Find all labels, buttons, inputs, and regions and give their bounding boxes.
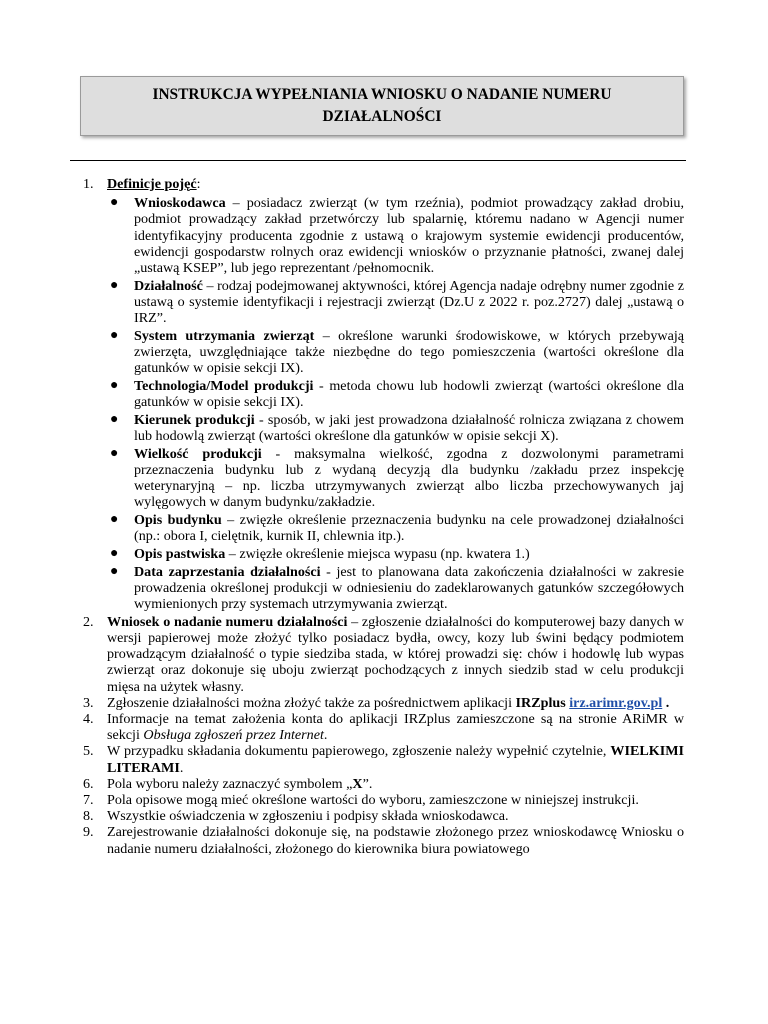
item-text: Pola wyboru należy zaznaczyć symbolem „ (107, 775, 353, 792)
item-number: 5. (83, 743, 94, 760)
definition-item (107, 564, 684, 613)
definition-text: – określone warunki środowiskowe, w których przebywają zwierzęta, uwzględniające także niezbędne do tego pomieszczenia (wartości określone dla gatunków w opisie sekcji IX). (134, 327, 684, 377)
title-box (80, 76, 684, 136)
symbol-text: X (352, 775, 363, 792)
definition-item (107, 512, 684, 544)
item-number: 1. (83, 176, 94, 192)
item-number: 9. (83, 824, 94, 841)
section-name: Obsługa zgłoszeń przez Internet (143, 727, 324, 744)
list-item-3 (78, 695, 684, 711)
definition-term: Działalność (134, 277, 203, 294)
item-end: . (179, 759, 184, 776)
definition-term: Kierunek produkcji (134, 411, 255, 428)
list-item-6 (78, 776, 684, 792)
definitions-list (107, 195, 684, 612)
horizontal-rule (70, 160, 686, 161)
instruction-content (78, 176, 684, 857)
list-item-5 (78, 743, 684, 775)
definition-term: System utrzymania zwierząt (134, 327, 315, 344)
item-end: . (323, 727, 328, 744)
list-item-8 (78, 808, 684, 824)
definition-item (107, 278, 684, 327)
bullet-icon: ● (110, 512, 119, 528)
bullet-icon: ● (110, 195, 119, 211)
item-text: Zgłoszenie działalności można złożyć także za pośrednictwem aplikacji (107, 694, 516, 711)
item-number: 2. (83, 613, 94, 630)
bullet-icon: ● (110, 445, 119, 461)
definition-term: Technologia/Model produkcji (134, 377, 314, 394)
item-number: 3. (83, 694, 94, 711)
definitions-heading (107, 176, 684, 192)
list-item-1 (78, 176, 684, 612)
app-name: IRZplus (515, 694, 566, 711)
item-end: . (662, 694, 670, 711)
definition-text: - jest to planowana data zakończenia działalności w zakresie prowadzenia określonej produkcji w odniesieniu do zadeklarowanych gatunków szczegółowych wymienionych przy systemach utrzymywania zwierząt. (134, 563, 685, 613)
emphasis-text: WIELKIMI LITERAMI (107, 743, 684, 776)
irz-link[interactable]: irz.arimr.gov.pl (569, 694, 663, 711)
item-end: ”. (362, 775, 373, 792)
item-number: 6. (83, 775, 94, 792)
definition-text: – zwięzłe określenie przeznaczenia budynku na cele prowadzonej działalności (np.: obora I, cielętnik, kurnik II, chlewnia itp.). (134, 512, 684, 545)
definition-item (107, 195, 684, 276)
definition-term: Data zaprzestania działalności (134, 563, 321, 580)
definition-text: - sposób, w jaki jest prowadzona działalność rolnicza związana z chowem lub hodowlą zwierząt (wartości określone dla gatunków w opisie sekcji X). (134, 411, 684, 445)
definition-text: – posiadacz zwierząt (w tym rzeźnia), podmiot prowadzący zakład drobiu, podmiot prowadzący zakład przetwórczy lub spalarnię, któremu nadano w Agencji numer identyfikacyjny producenta zgodnie z ustawą o krajowym systemie ewidencji producentów, ewidencji gospodarstw rolnych oraz ewidencji wniosków o przyznanie płatności, zwanej dalej „ustawą KSEP”, lub jego reprezentant /pełnomocnik. (134, 195, 684, 277)
definitions-heading-colon: : (196, 176, 201, 192)
list-item-7 (78, 792, 684, 808)
page-title: INSTRUKCJA WYPEŁNIANIA WNIOSKU O NADANIE NUMERU DZIAŁALNOŚCI (152, 86, 612, 125)
definition-item (107, 328, 684, 377)
list-item-4 (78, 711, 684, 743)
definition-text: - metoda chowu lub hodowli zwierząt (wartości określone dla gatunków w opisie sekcji IX). (134, 377, 684, 411)
item-number: 8. (83, 808, 94, 825)
item-term: Wniosek o nadanie numeru działalności (107, 613, 348, 630)
definition-item (107, 546, 684, 562)
definition-text: – rodzaj podejmowanej aktywności, której Agencja nadaje odrębny numer zgodnie z ustawą o systemie identyfikacji i rejestracji zwierząt (Dz.U z 2022 r. poz.2727) dalej „ustawą o IRZ”. (134, 277, 684, 327)
bullet-icon: ● (110, 377, 119, 393)
instruction-list (78, 176, 684, 857)
definition-text: – zwięzłe określenie miejsca wypasu (np. kwatera 1.) (225, 545, 530, 562)
item-text: – zgłoszenie działalności do komputerowej bazy danych w wersji papierowej może złożyć tylko posiadacz bydła, owcy, kozy lub świni będący podmiotem prowadzącym działalność o typie siedziba stada, w której prowadzi się: chów i hodowlę lub wypas zwierząt oraz dokonuje się uboju zwierząt pochodzących z innych siedzib stad w celu produkcji mięsa na użytek własny. (107, 613, 684, 695)
definition-term: Opis budynku (134, 512, 222, 529)
item-text: Informacje na temat założenia konta do aplikacji IRZplus zamieszczone są na stronie ARiMR w sekcji (107, 711, 684, 744)
definition-item (107, 446, 684, 511)
list-item-9 (78, 824, 684, 856)
bullet-icon: ● (110, 563, 119, 579)
item-text: Wszystkie oświadczenia w zgłoszeniu i podpisy składa wnioskodawca. (107, 808, 509, 825)
bullet-icon: ● (110, 277, 119, 293)
item-number: 4. (83, 711, 94, 727)
bullet-icon: ● (110, 327, 119, 343)
item-text: Zarejestrowanie działalności dokonuje się, na podstawie złożonego przez wnioskodawcę Wniosku o nadanie numeru działalności, złożonego do kierownika biura powiatowego (107, 824, 684, 857)
bullet-icon: ● (110, 545, 119, 561)
definition-term: Opis pastwiska (134, 545, 226, 562)
definition-item (107, 412, 684, 444)
list-item-2 (78, 614, 684, 695)
bullet-icon: ● (110, 411, 119, 427)
item-number: 7. (83, 792, 94, 809)
item-text: W przypadku składania dokumentu papierowego, zgłoszenie należy wypełnić czytelnie, (107, 743, 611, 760)
definition-term: Wnioskodawca (134, 195, 226, 212)
definitions-heading-text: Definicje pojęć (107, 176, 197, 192)
definition-term: Wielkość produkcji (134, 445, 262, 462)
definition-item (107, 378, 684, 410)
definition-text: - maksymalna wielkość, zgodna z dozwolonymi parametrami przeznaczenia budynku lub z wydaną decyzją dla budynku /zakładu przez inspekcję weterynaryjną – np. liczba utrzymywanych zwierząt albo liczba przechowywanych jaj wylęgowych w danym budynku/zakładzie. (134, 445, 684, 511)
item-text: Pola opisowe mogą mieć określone wartości do wyboru, zamieszczone w niniejszej instrukcji. (107, 792, 639, 809)
